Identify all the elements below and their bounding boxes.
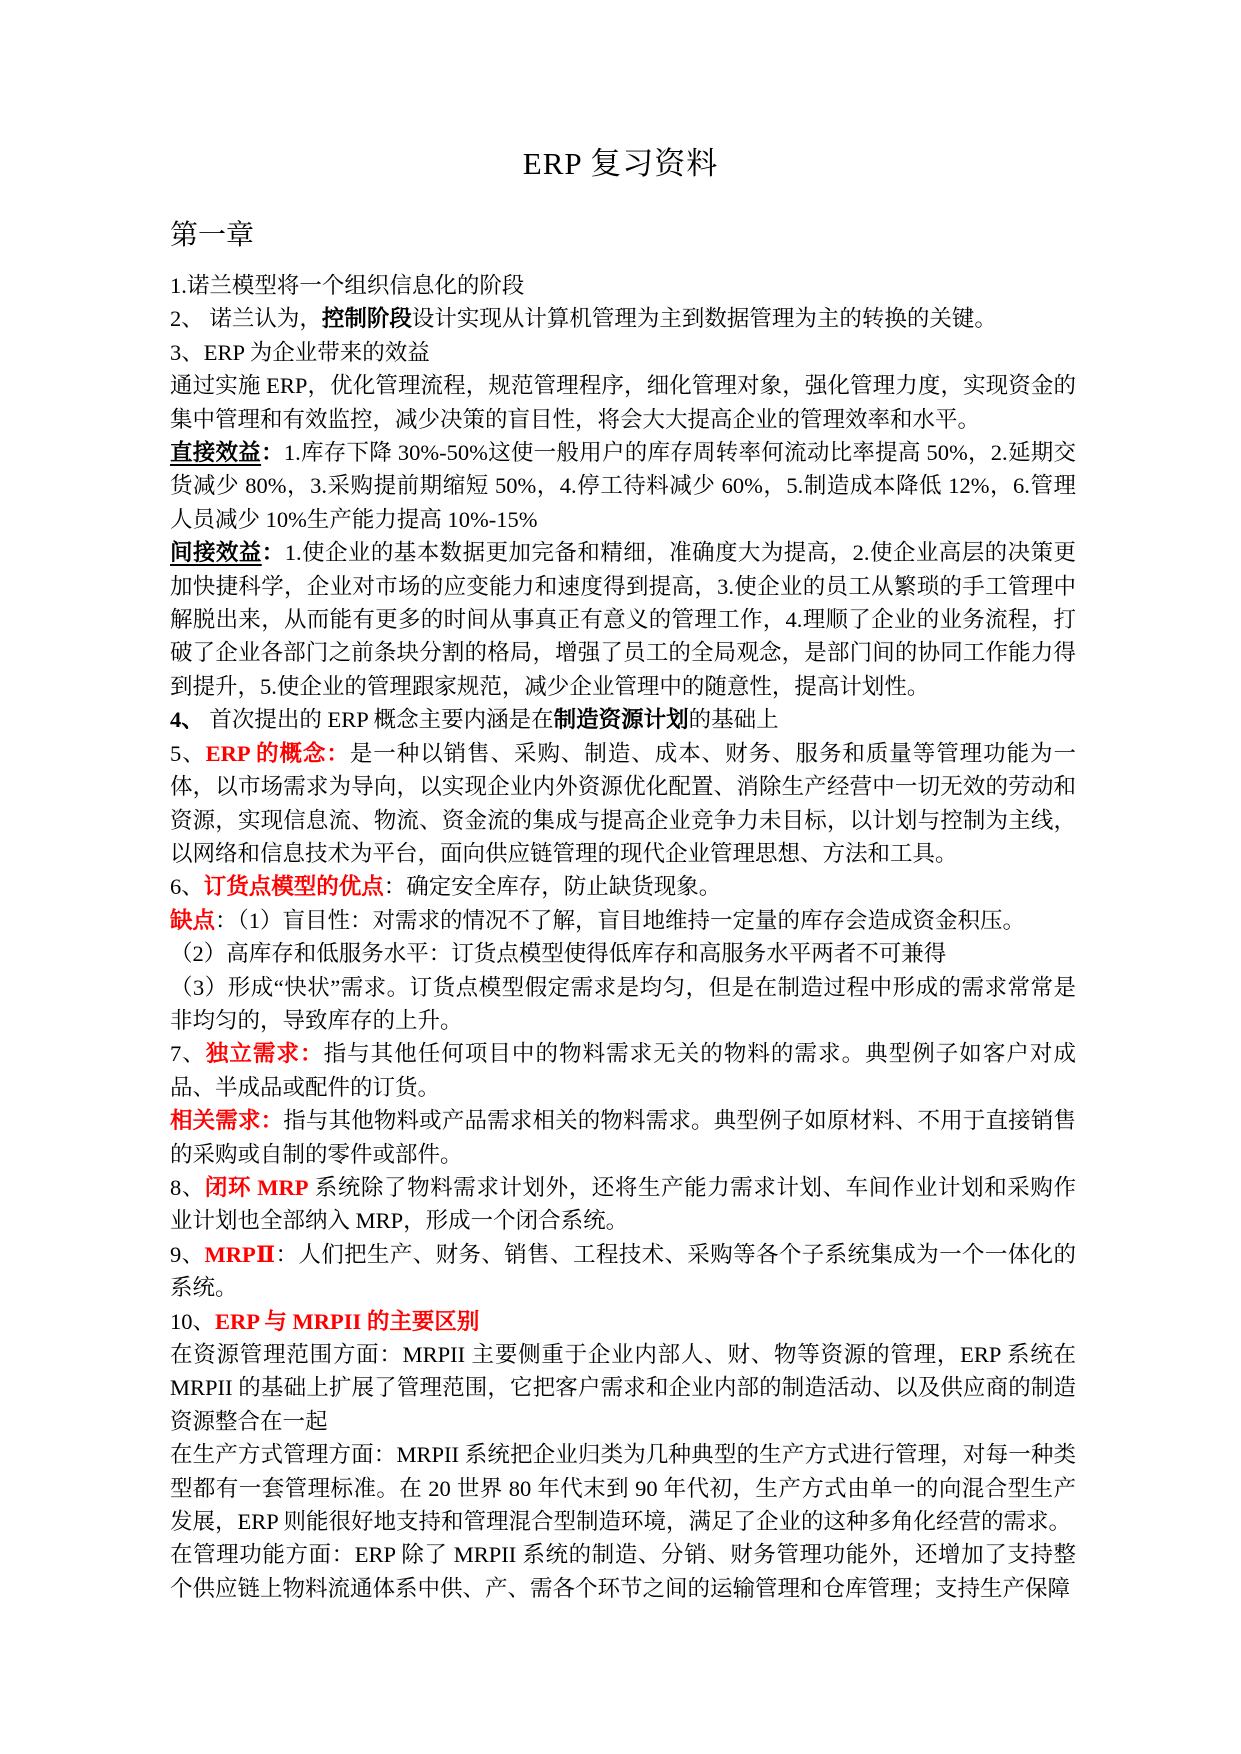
paragraph [170,937,1076,970]
red-keyword-text: 闭环 MRP [204,1174,309,1200]
text-run: 1.诺兰模型将一个组织信息化的阶段 [170,273,525,298]
text-run: 通过实施 ERP，优化管理流程，规范管理程序，细化管理对象，强化管理力度，实现资金的集中管理和有效监控，减少决策的盲目性，将会大大提高企业的管理效率和水平。 [170,373,1076,432]
paragraph [170,536,1076,703]
red-keyword-text: 订货点模型的优点 [203,874,384,900]
paragraph [170,269,1076,302]
paragraph [170,302,1076,335]
paragraph [170,1171,1076,1238]
text-run: 的基础上 [688,707,779,733]
text-run: 3、ERP 为企业带来的效益 [170,339,430,365]
paragraph [170,1338,1076,1438]
red-keyword-text: 独立需求： [205,1041,324,1067]
paragraph [170,737,1076,871]
paragraph [170,703,1076,736]
text-run: 间接效益 [170,540,262,566]
text-run: ：确定安全库存，防止缺货现象。 [383,874,722,900]
text-run: 设计实现从计算机管理为主到数据管理为主的转换的关键。 [411,306,997,332]
text-run: 是一种以销售、采购、制造、成本、财务、服务和质量等管理功能为一体，以市场需求为导向，以实现企业内外资源优化配置、消除生产经营中一切无效的劳动和资源，实现信息流、物流、资金流的集成与提高企业竞争力未目标，以计划与控制为主线，以网络和信息技术为平台，面向供应链管理的现代企业管理思想、方法和工具。 [170,740,1076,866]
text-run: 10、 [170,1308,216,1334]
text-run: ： [261,440,284,466]
chapter-heading: 第一章 [170,220,255,251]
red-keyword-text: MRPⅡ [204,1241,276,1267]
paragraph [170,436,1076,536]
paragraph [170,1104,1076,1171]
text-run: ： [261,540,285,566]
text-run: 2、 诺兰认为， [170,306,322,332]
document-body [170,269,1076,1605]
red-keyword-text: 相关需求： [170,1108,284,1134]
text-run: 指与其他物料或产品需求相关的物料需求。典型例子如原材料、不用于直接销售的采购或自制的零件或部件。 [170,1108,1076,1167]
paragraph [170,1037,1076,1104]
text-run: 1.使企业的基本数据更加完备和精细，准确度大为提高，2.使企业高层的决策更加快捷科学，企业对市场的应变能力和速度得到提高，3.使企业的员工从繁琐的手工管理中解脱出来，从而能有更多的时间从事真正有意义的管理工作，4.理顺了企业的业务流程，打破了企业各部门之前条块分割的格局，增强了员工的全局观念，是部门间的协同工作能力得到提升，5.使企业的管理跟家规范，减少企业管理中的随意性，提高计划性。 [170,540,1076,699]
text-run: 4、 [170,707,204,733]
red-keyword-text: ERP 的概念： [205,740,350,766]
text-run: 在生产方式管理方面：MRPII 系统把企业归类为几种典型的生产方式进行管理，对每一种类型都有一套管理标准。在 20 世界 80 年代末到 90 年代初，生产方式由单一的向混合型生产发展，ERP 则能很好地支持和管理混合型制造环境，满足了企业的这种多角化经营的需求。 [170,1442,1076,1535]
paragraph [170,1438,1076,1538]
text-run: 首次提出的 ERP 概念主要内涵是在 [203,707,554,733]
paragraph [170,1538,1076,1605]
red-keyword-text: 缺点 [170,907,216,933]
text-run: ：人们把生产、财务、销售、工程技术、采购等各个子系统集成为一个一体化的系统。 [170,1241,1076,1301]
text-run: 6、 [170,874,204,900]
paragraph [170,1238,1076,1305]
text-run: 5、 [170,740,206,766]
text-run: 制造资源计划 [553,707,689,733]
text-run: 直接效益 [170,440,262,466]
document-title: ERP 复习资料 [522,146,719,181]
paragraph [170,1305,1076,1338]
paragraph [170,904,1076,937]
text-run: （3）形成“快状”需求。订货点模型假定需求是均匀，但是在制造过程中形成的需求常常是非均匀的，导致库存的上升。 [170,974,1076,1033]
paragraph [170,369,1076,436]
paragraph [170,870,1076,903]
paragraph [170,336,1076,369]
text-run: 8、 [170,1174,205,1200]
text-run: 指与其他任何项目中的物料需求无关的物料的需求。典型例子如客户对成品、半成品或配件的订货。 [170,1041,1076,1100]
text-run: 7、 [170,1041,206,1067]
text-run: 控制阶段 [321,306,412,332]
red-keyword-text: ERP 与 MRPII 的主要区别 [215,1308,480,1334]
text-run: 9、 [170,1241,205,1267]
text-run: ：（1）盲目性：对需求的情况不了解，盲目地维持一定量的库存会造成资金积压。 [215,907,1026,933]
text-run: 1.库存下降 30%-50%这使一般用户的库存周转率何流动比率提高 50%，2.延期交货减少 80%，3.采购提前期缩短 50%，4.停工待料减少 60%，5.制造成本降低 12%，6.管理人员减少 10%生产能力提高 10%-15% [170,440,1076,532]
text-run: 在管理功能方面：ERP 除了 MRPII 系统的制造、分销、财务管理功能外，还增加了支持整个供应链上物料流通体系中供、产、需各个环节之间的运输管理和仓库管理；支持生产保障 [170,1542,1076,1601]
text-run: 系统除了物料需求计划外，还将生产能力需求计划、车间作业计划和采购作业计划也全部纳入 MRP，形成一个闭合系统。 [170,1174,1076,1234]
paragraph [170,971,1076,1038]
text-run: 在资源管理范围方面：MRPII 主要侧重于企业内部人、财、物等资源的管理，ERP 系统在 MRPII 的基础上扩展了管理范围，它把客户需求和企业内部的制造活动、以及供应商的制造资源整合在一起 [170,1342,1076,1434]
text-run: （2）高库存和低服务水平：订货点模型使得低库存和高服务水平两者不可兼得 [170,941,947,967]
